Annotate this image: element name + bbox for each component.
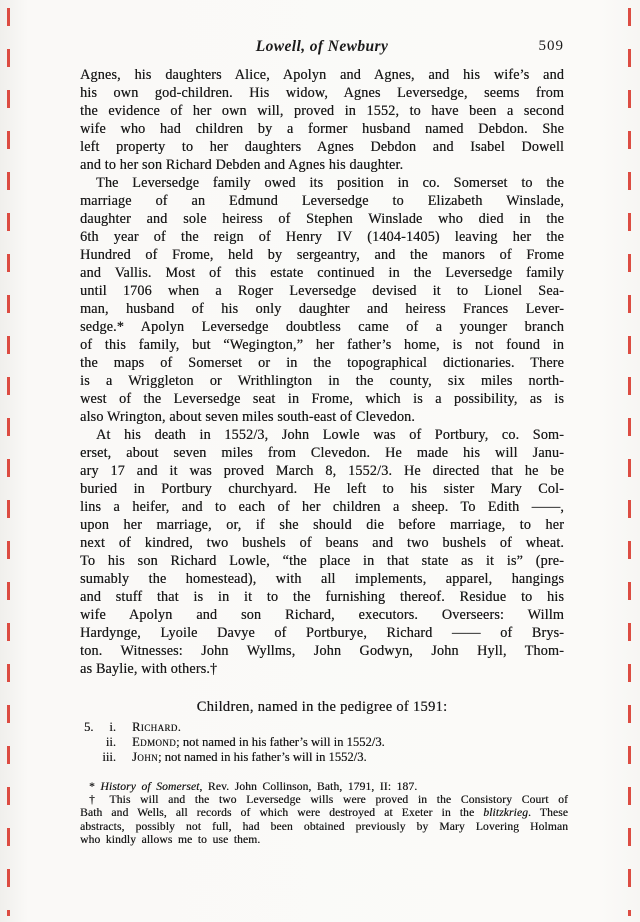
text-line: is a Wriggleton or Writhlington in the county, six miles north-	[80, 373, 564, 389]
text-line: also Wrington, about seven miles south-east of Clevedon.	[80, 409, 416, 425]
list-item	[80, 720, 564, 735]
footnote-text: . These	[528, 806, 568, 820]
text-line: Agnes, his daughters Alice, Apolyn and Agnes, and his wife’s and	[80, 67, 564, 83]
text-line: Hardynge, Lyoile Davye of Portburye, Richard —— of Brys-	[80, 625, 564, 641]
list-item	[80, 750, 564, 765]
text-line: the maps of Somerset or in the topographical dictionaries. There	[80, 355, 564, 371]
text-line: buried in Portbury churchyard. He left to his sister Mary Col-	[80, 481, 564, 497]
child-text: Edmond; not named in his father’s will in 1552/3.	[132, 735, 385, 749]
text-line: and Vallis. Most of this estate continued in the Leversedge family	[80, 265, 564, 281]
scan-mark-right	[628, 8, 631, 916]
text-line: sedge.* Apolyn Leversedge doubtless came of a younger branch	[80, 319, 564, 335]
text-line: as Baylie, with others.†	[80, 661, 218, 677]
text-line: 6th year of the reign of Henry IV (1404-1405) leaving her the	[80, 229, 564, 245]
body-text	[80, 66, 564, 678]
list-item	[80, 735, 564, 750]
running-header	[80, 38, 564, 58]
text-line: next of kindred, two bushels of beans and two bushels of wheat.	[80, 535, 564, 551]
page-title: Lowell, of Newbury	[255, 38, 389, 55]
text-line: erset, about seven miles from Clevedon. He made his will Janu-	[80, 445, 564, 461]
footnote-italic-text: blitzkrieg	[483, 806, 528, 820]
child-roman: i.	[109, 720, 116, 734]
child-name: Richard	[132, 720, 178, 734]
footnote-text: , Rev. John Collinson, Bath, 1791, II: 187.	[199, 780, 418, 793]
paragraph	[80, 174, 564, 426]
text-line: marriage of an Edmund Leversedge to Elizabeth Winslade,	[80, 193, 564, 209]
text-line: the evidence of her own will, proved in 1552, to have been a second	[80, 103, 564, 119]
text-line: Hundred of Frome, held by sergeantry, and the manors of Frome	[80, 247, 564, 263]
text-line: wife who had children by a former husband named Debdon. She	[80, 121, 564, 137]
text-line: until 1706 when a Roger Leversedge devised it to Lionel Sea-	[80, 283, 564, 299]
text-line: his own god-children. His widow, Agnes Leversedge, seems from	[80, 85, 564, 101]
text-line: The Leversedge family owed its position in co. Somerset to the	[96, 175, 564, 191]
child-number: 5.	[84, 720, 94, 734]
paragraph	[80, 66, 564, 174]
footnote-italic-text: History of Somerset	[100, 780, 200, 793]
footnote-text: Bath and Wells, all records of which were destroyed at Exeter in the	[80, 806, 484, 820]
text-line: ary 17 and it was proved March 8, 1552/3. He directed that he be	[80, 463, 564, 479]
child-name: Edmond	[132, 735, 177, 749]
child-name: John	[132, 750, 158, 764]
child-text: John; not named in his father’s will in 1552/3.	[132, 750, 367, 764]
scan-mark-left	[7, 8, 10, 916]
text-line: west of the Leversedge seat in Frome, which is a possibility, as is	[80, 391, 564, 407]
children-heading: Children, named in the pedigree of 1591:	[196, 699, 448, 715]
child-roman: ii.	[105, 735, 116, 749]
footnote-text: † This will and the two Leversedge wills were proved in the Consistory Court of	[89, 793, 568, 807]
text-line: of this family, but “Wegington,” her father’s home, is not found in	[80, 337, 564, 353]
footnote-line	[80, 820, 568, 833]
child-roman: iii.	[102, 750, 116, 764]
text-line: upon her marriage, or, if she should die before marriage, to her	[80, 517, 564, 533]
footnote-line	[80, 793, 568, 806]
text-line: and stuff that is in it to the furnishing thereof. Residue to his	[80, 589, 564, 605]
text-line: man, husband of his only daughter and heiress Frances Lever-	[80, 301, 564, 317]
text-line: ton. Witnesses: John Wyllms, John Godwyn, John Hyll, Thom-	[80, 643, 564, 659]
children-list	[80, 720, 564, 765]
text-line: To his son Richard Lowle, “the place in that state as it is” (pre-	[80, 553, 564, 569]
text-line: lins a heifer, and to each of her children a sheep. To Edith ——,	[80, 499, 564, 515]
footnote-text: abstracts, possibly not full, had been obtained previously by Mary Lovering Holman	[80, 819, 568, 833]
footnote-text: *	[89, 780, 101, 793]
text-line: daughter and sole heiress of Stephen Winslade who died in the	[80, 211, 564, 227]
text-line: At his death in 1552/3, John Lowle was of Portbury, co. Som-	[96, 427, 564, 443]
child-number	[80, 750, 96, 765]
child-text: Richard.	[132, 720, 181, 734]
footnotes	[80, 780, 568, 846]
text-line: sumably the homestead), with all implements, apparel, hangings	[80, 571, 564, 587]
text-line: wife Apolyn and son Richard, executors. Overseers: Willm	[80, 607, 564, 623]
text-line: left property to her daughters Agnes Debdon and Isabel Dowell	[80, 139, 564, 155]
text-line: and to her son Richard Debden and Agnes his daughter.	[80, 157, 404, 173]
page-number: 509	[538, 38, 564, 54]
footnote-text: who kindly allows me to use them.	[80, 832, 261, 846]
footnote-line	[80, 833, 568, 846]
paragraph	[80, 426, 564, 678]
footnote-line	[80, 780, 568, 793]
child-number	[80, 735, 96, 750]
footnote-line	[80, 806, 568, 819]
